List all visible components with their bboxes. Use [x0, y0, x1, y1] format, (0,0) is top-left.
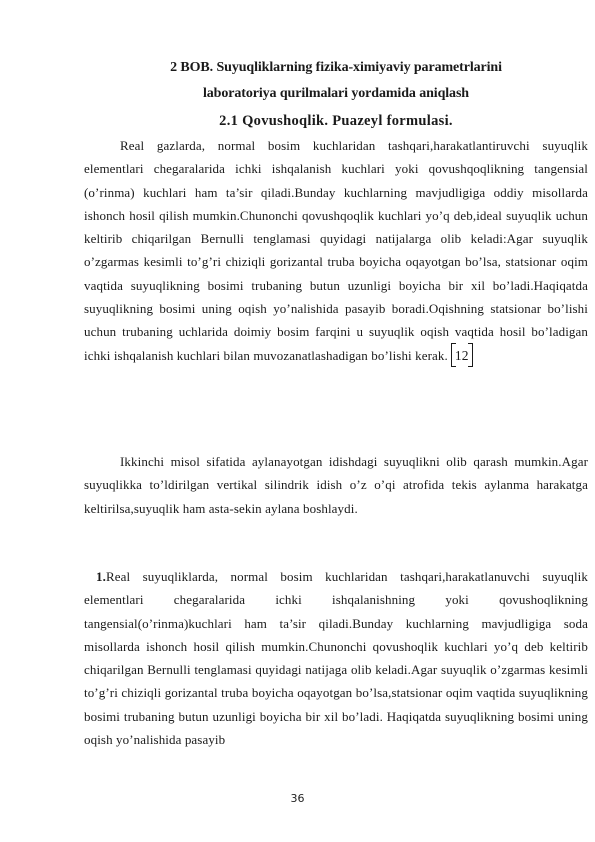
paragraph-2-text: Ikkinchi misol sifatida aylanayotgan idishdagi suyuqlikni olib qarash mumkin.Agar suyuqlikka to’ldirilgan vertikal silindrik idish o’z o’qi atrofida tekis aylanma harakatga keltirilsa,suyuqlik ham asta-sekin aylana boshlaydi.: [84, 454, 588, 516]
chapter-title-line-2: laboratoriya qurilmalari yordamida aniqlash: [202, 86, 469, 101]
chapter-title-line-1: 2 BOB. Suyuqliklarning fizika-ximiyaviy parametrlarini: [170, 60, 502, 75]
paragraph-3-text: Real suyuqliklarda, normal bosim kuchlaridan tashqari,harakatlanuvchi suyuqlik elementlari chegaralarida ichki ishqalanishning yoki qovushoqlikning tangensial(o’rinma)kuchlari ham ta’sir qiladi.Bunday kuchlarning mavjudligiga soda misollarda ishonch hosil qilish mumkin.Chunonchi qovushoqlik kuchlari yo’q deb keltirib chiqarilgan Bernulli tenglamasi quyidagi natijaga olib keladi.Agar suyuqlik o’zgarmas kesimli to’g’ri chiziqli gorizantal truba boyicha oqayotgan bo’lsa,statsionar oqim vaqtida suyuqlikning bosimi trubaning butun uzunligi boyicha bir xil bo’ladi. Haqiqatda suyuqlikning bosimi uning oqish yo’nalishida pasayib: [84, 569, 588, 748]
paragraph-2: [84, 450, 588, 520]
page-number: 36: [290, 792, 305, 805]
citation-reference: 12: [451, 347, 473, 365]
paragraph-3: [84, 565, 588, 751]
section-title: 2.1 Qovushoqlik. Puazeyl formulasi.: [219, 113, 453, 129]
list-number: 1.: [96, 569, 106, 584]
paragraph-1: [84, 134, 588, 367]
paragraph-1-text: Real gazlarda, normal bosim kuchlaridan tashqari,harakatlantiruvchi suyuqlik elementlari chegaralarida ichki ishqalanish kuchlari yoki qovushqoqlikning tangensial (o’rinma) kuchlari ham ta’sir qiladi.Bunday kuchlarning mavjudligiga oddiy misollarda ishonch hosil qilish mumkin.Chunonchi qovushqoqlik kuchlari yo’q deb,ideal suyuqlik uchun keltirib chiqarilgan Bernulli tenglamasi quyidagi natijalarga olib keladi:Agar suyuqlik o’zgarmas kesimli to’g’ri chiziqli gorizantal truba boyicha oqayotgan bo’lsa, statsionar oqim vaqtida suyuqlikning bosimi trubaning butun uzunligi boyicha bir xil bo’ladi.Haqiqatda suyuqlikning bosimi uning oqish yo’nalishida pasayib boradi.Oqishning statsionar bo’lishi uchun trubaning uchlarida doimiy bosim farqini u suyuqlik oqish vaqtida hosil bo’ladigan ichki ishqalanish kuchlari bilan muvozanatlashadigan bo’lishi kerak.: [84, 138, 588, 363]
